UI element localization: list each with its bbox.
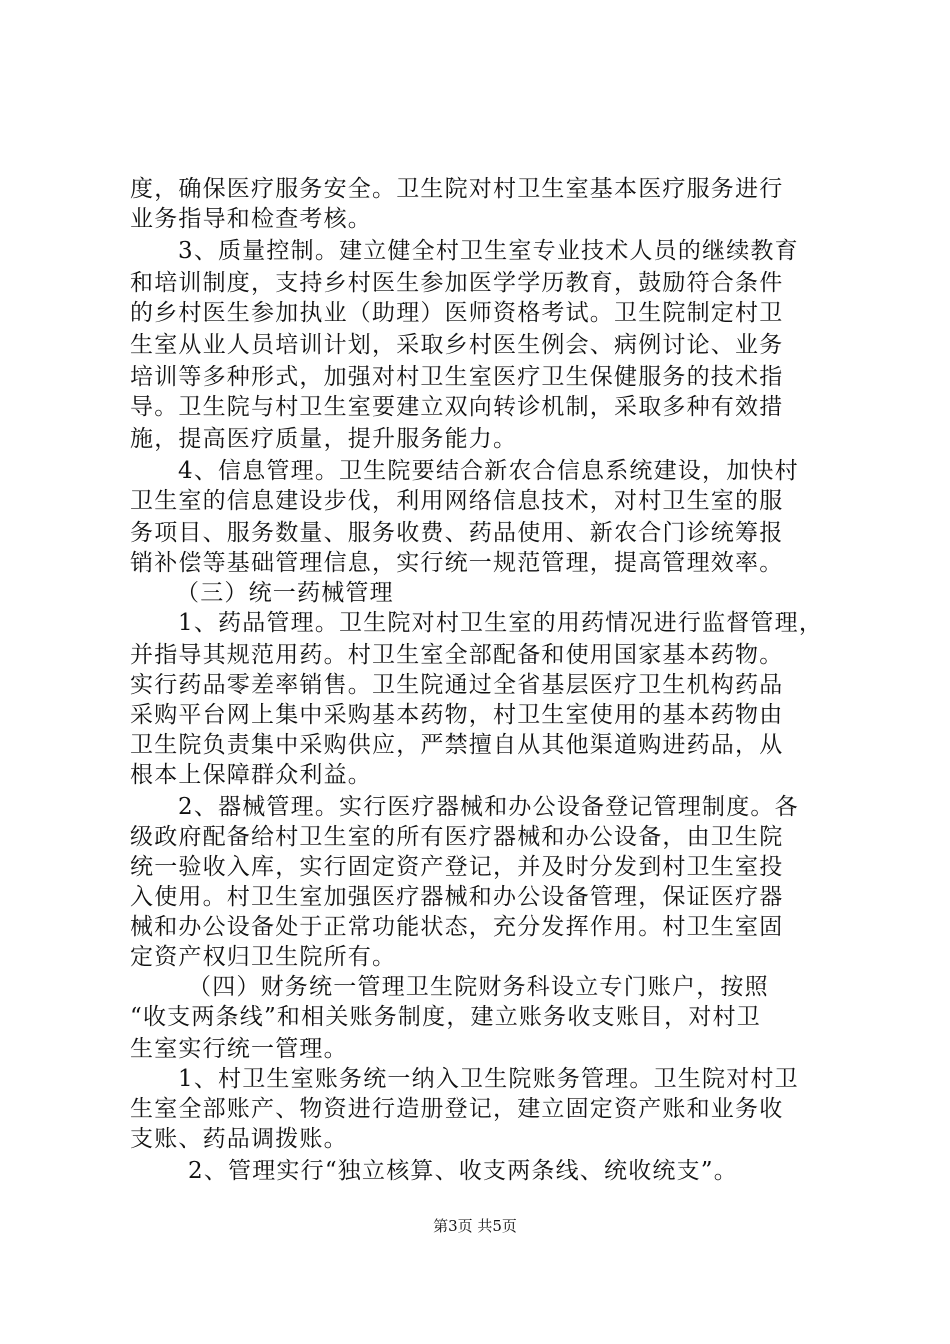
text-line-7: 培训等多种形式，加强对村卫生室医疗卫生保健服务的技术指 (130, 364, 784, 390)
text-line-33: 2、管理实行“独立核算、收支两条线、统收统支”。 (188, 1158, 738, 1184)
text-line-15: 1、药品管理。卫生院对村卫生室的用药情况进行监督管理， (178, 610, 824, 636)
text-line-29: 生室实行统一管理。 (130, 1036, 348, 1062)
text-line-4: 和培训制度，支持乡村医生参加医学学历教育，鼓励符合条件 (130, 270, 784, 296)
text-line-19: 卫生院负责集中采购供应，严禁擅自从其他渠道购进药品，从 (130, 732, 784, 758)
text-line-18: 采购平台网上集中采购基本药物，村卫生室使用的基本药物由 (130, 702, 784, 728)
text-line-1: 度，确保医疗服务安全。卫生院对村卫生室基本医疗服务进行 (130, 176, 784, 202)
text-line-11: 卫生室的信息建设步伐，利用网络信息技术，对村卫生室的服 (130, 488, 784, 514)
text-line-6: 生室从业人员培训计划，采取乡村医生例会、病例讨论、业务 (130, 332, 784, 358)
section-heading-3: （三）统一药械管理 (176, 580, 394, 606)
section-heading-4: （四）财务统一管理卫生院财务科设立专门账户，按照 (188, 974, 769, 1000)
text-line-21: 2、器械管理。实行医疗器械和办公设备登记管理制度。各 (178, 794, 799, 820)
text-line-3: 3、质量控制。建立健全村卫生室专业技术人员的继续教育 (178, 238, 799, 264)
text-line-28: “收支两条线”和相关账务制度，建立账务收支账目，对村卫 (130, 1004, 761, 1030)
text-line-17: 实行药品零差率销售。卫生院通过全省基层医疗卫生机构药品 (130, 672, 784, 698)
text-line-9: 施，提高医疗质量，提升服务能力。 (130, 426, 518, 452)
text-line-31: 生室全部账产、物资进行造册登记，建立固定资产账和业务收 (130, 1096, 784, 1122)
text-line-20: 根本上保障群众利益。 (130, 762, 372, 788)
text-line-12: 务项目、服务数量、服务收费、药品使用、新农合门诊统筹报 (130, 520, 784, 546)
text-line-13: 销补偿等基础管理信息，实行统一规范管理，提高管理效率。 (130, 550, 784, 576)
text-line-10: 4、信息管理。卫生院要结合新农合信息系统建设，加快村 (178, 458, 799, 484)
text-line-32: 支账、药品调拨账。 (130, 1126, 348, 1152)
text-line-23: 统一验收入库，实行固定资产登记，并及时分发到村卫生室投 (130, 854, 784, 880)
text-line-26: 定资产权归卫生院所有。 (130, 944, 397, 970)
text-line-16: 并指导其规范用药。村卫生室全部配备和使用国家基本药物。 (130, 642, 784, 668)
text-line-30: 1、村卫生室账务统一纳入卫生院账务管理。卫生院对村卫 (178, 1066, 799, 1092)
text-line-5: 的乡村医生参加执业（助理）医师资格考试。卫生院制定村卫 (130, 300, 784, 326)
page-number-footer: 第3页 共5页 (433, 1217, 517, 1235)
text-line-22: 级政府配备给村卫生室的所有医疗器械和办公设备，由卫生院 (130, 824, 784, 850)
text-line-2: 业务指导和检查考核。 (130, 206, 372, 232)
text-line-25: 械和办公设备处于正常功能状态，充分发挥作用。村卫生室固 (130, 914, 784, 940)
text-line-24: 入使用。村卫生室加强医疗器械和办公设备管理，保证医疗器 (130, 884, 784, 910)
text-line-8: 导。卫生院与村卫生室要建立双向转诊机制，采取多种有效措 (130, 394, 784, 420)
